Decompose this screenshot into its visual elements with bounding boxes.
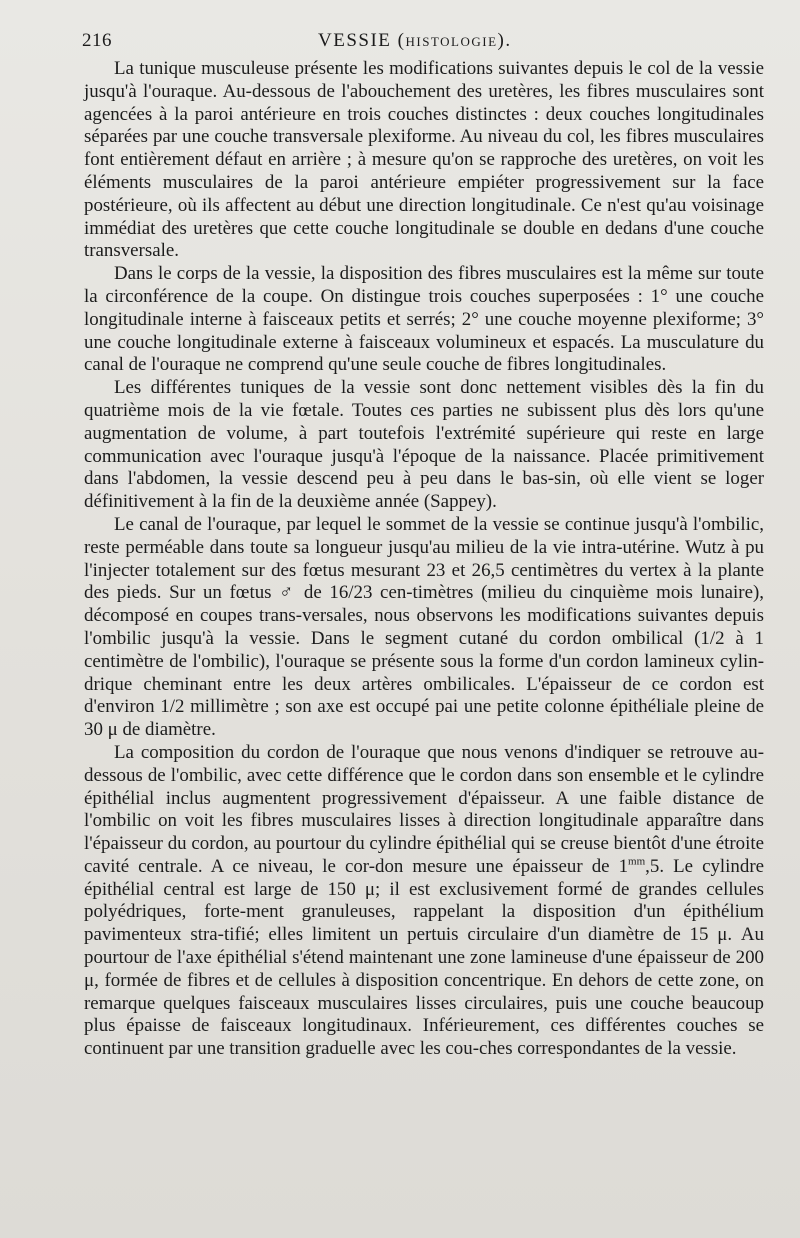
- paragraph-4: Le canal de l'ouraque, par lequel le sommet de la vessie se continue jusqu'à l'ombilic, reste perméable dans toute sa longueur jusqu'au milieu de la vie intra-utérine. Wutz à pu l'injecter totalement sur des fœtus mesurant 23 et 26,5 centimètres du vertex à la plante des pieds. Sur un fœtus ♂ de 16/23 cen-timètres (milieu du cinquième mois lunaire), décomposé en coupes trans-versales, nous observons les modifications suivantes depuis l'ombilic jusqu'à la vessie. Dans le segment cutané du cordon ombilical (1/2 à 1 centimètre de l'ombilic), l'ouraque se présente sous la forme d'un cordon lamineux cylin-drique cheminant entre les deux artères ombilicales. L'épaisseur de ce cordon est d'environ 1/2 millimètre ; son axe est occupé pai une petite colonne épithéliale pleine de 30 μ de diamètre.: [84, 513, 764, 741]
- paragraph-3: Les différentes tuniques de la vessie sont donc nettement visibles dès la fin du quatrième mois de la vie fœtale. Toutes ces parties ne subissent plus dès lors qu'une augmentation de volume, à part toutefois l'extrémité supérieure qui reste en large communication avec l'ouraque jusqu'à l'époque de la naissance. Placée primitivement dans l'abdomen, la vessie descend peu à peu dans le bas-sin, où elle vient se loger définitivement à la fin de la deuxième année (Sappey).: [84, 377, 764, 513]
- paragraph-5: [84, 742, 764, 1061]
- paragraph-5-part-2: ,5. Le cylindre épithélial central est large de 150 μ; il est exclusivement formé de grandes cellules polyédriques, forte-ment granuleuses, rappelant la disposition d'un épithélium pavimenteux stra-tifié; elles limitent un pertuis circulaire d'un diamètre de 15 μ. Au pourtour de l'axe épithélial s'étend maintenant une zone lamineuse d'une épaisseur de 200 μ, formée de fibres et de cellules à disposition concentrique. En dehors de cette zone, on remarque quelques faisceaux musculaires lisses circulaires, puis une couche beaucoup plus épaisse de faisceaux longitudinaux. Inférieurement, ces différentes couches se continuent par une transition graduelle avec les cou-ches correspondantes de la vessie.: [84, 855, 764, 1060]
- body-text: [84, 58, 764, 1061]
- paragraph-5-part-1: La composition du cordon de l'ouraque que nous venons d'indiquer se retrouve au-dessous de l'ombilic, avec cette différence que le cordon dans son ensemble et le cylindre épithélial inclus augmentent progressivement d'épaisseur. A une faible distance de l'ombilic on voit les fibres musculaires lisses à direction longitudinale apparaître dans l'épaisseur du cordon, au pourtour du cylindre épithélial qui se creuse bientôt d'une étroite cavité centrale. A ce niveau, le cor-don mesure une épaisseur de 1: [84, 741, 764, 877]
- page-number: 216: [82, 30, 112, 51]
- running-header: [82, 28, 762, 56]
- running-title: [318, 30, 512, 52]
- running-title-end: ).: [497, 30, 512, 51]
- running-title-smallcaps: HISTOLOGIE: [405, 34, 498, 49]
- paragraph-1: La tunique musculeuse présente les modifications suivantes depuis le col de la vessie jusqu'à l'ouraque. Au-dessous de l'abouchement des uretères, les fibres musculaires sont agencées à la paroi antérieure en trois couches distinctes : deux couches longitudinales séparées par une couche transversale plexiforme. Au niveau du col, les fibres musculaires font entièrement défaut en arrière ; à mesure qu'on se rapproche des uretères, on voit les éléments musculaires de la paroi antérieure empiéter progressivement sur la face postérieure, où ils affectent au début une direction longitudinale. Ce n'est qu'au voisinage immédiat des uretères que cette couche longitudinale se double en dedans d'une couche transversale.: [84, 58, 764, 262]
- paragraph-2: Dans le corps de la vessie, la disposition des fibres musculaires est la même sur toute la circonférence de la coupe. On distingue trois couches superposées : 1° une couche longitudinale interne à faisceaux petits et serrés; 2° une couche moyenne plexiforme; 3° une couche longitudinale externe à faisceaux volumineux et espacés. La musculature du canal de l'ouraque ne comprend qu'une seule couche de fibres longitudinales.: [84, 263, 764, 376]
- unit-superscript: mm: [628, 855, 646, 868]
- running-title-main: VESSIE (: [318, 30, 406, 51]
